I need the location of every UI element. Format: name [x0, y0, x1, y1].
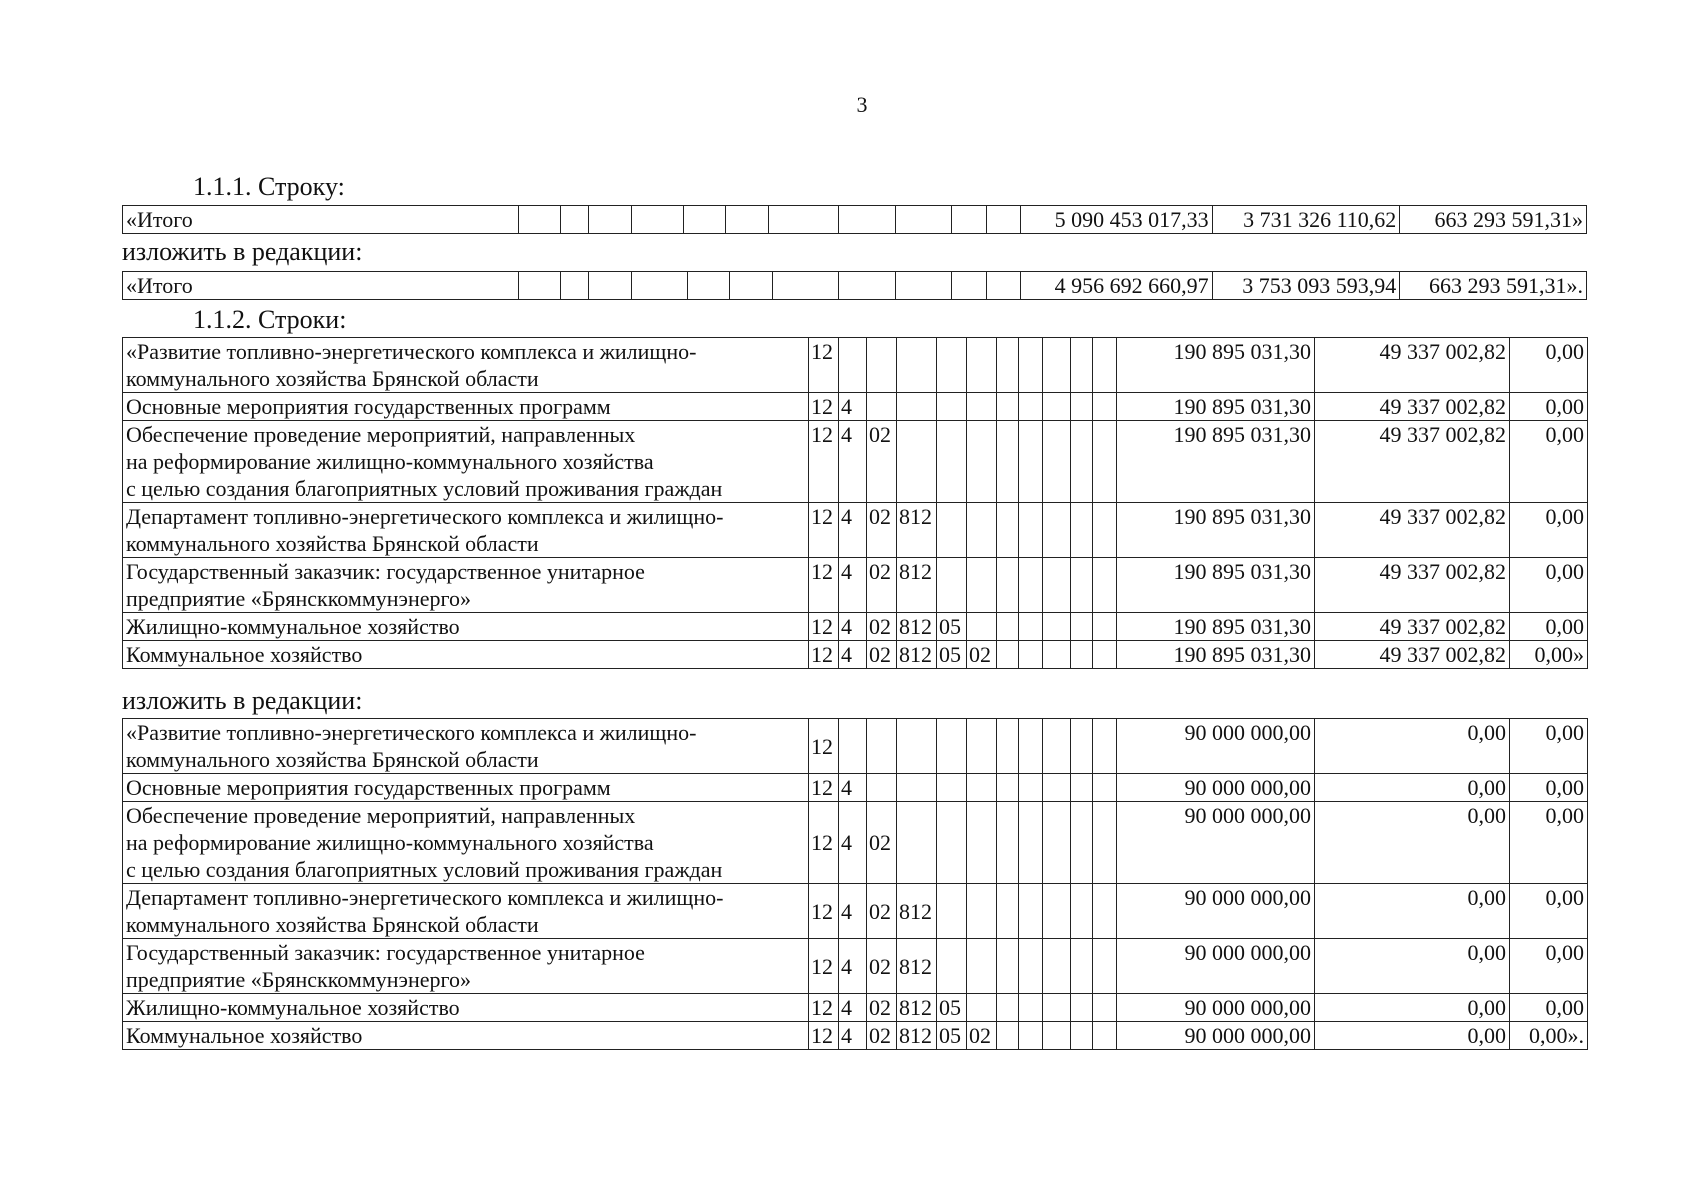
row-label: «Итого: [123, 206, 519, 234]
code-cell: [967, 774, 997, 802]
blank-cell: [1071, 503, 1093, 558]
blank-cell: [1071, 421, 1093, 503]
old-total-row: [123, 206, 1587, 234]
blank-cell: [997, 393, 1019, 421]
row-name: [123, 558, 809, 613]
code-cell: 4: [839, 939, 867, 994]
code-cell: [897, 802, 937, 884]
blank-cell: [1019, 338, 1043, 393]
amount-cell: 0,00: [1510, 939, 1588, 994]
table-row: [123, 393, 1588, 421]
section-heading-1: 1.1.1. Строку:: [193, 172, 345, 201]
row-name-line: с целью создания благоприятных условий проживания граждан: [126, 857, 723, 882]
new-total-table: [122, 271, 1587, 300]
blank-cell: [1019, 774, 1043, 802]
amount-cell: 90 000 000,00: [1117, 1022, 1315, 1050]
blank-cell: [1093, 421, 1117, 503]
code-cell: 02: [967, 641, 997, 669]
amount-cell: 49 337 002,82: [1315, 393, 1510, 421]
blank-cell: [1043, 558, 1071, 613]
amount-cell: 90 000 000,00: [1117, 939, 1315, 994]
blank-cell: [997, 503, 1019, 558]
row-name-line: коммунального хозяйства Брянской области: [126, 912, 539, 937]
row-name: [123, 421, 809, 503]
blank-cell: [1071, 1022, 1093, 1050]
code-cell: [839, 338, 867, 393]
blank-cell: [1019, 802, 1043, 884]
code-cell: [967, 503, 997, 558]
amount-cell: 90 000 000,00: [1117, 719, 1315, 774]
blank-cell: [1043, 503, 1071, 558]
amount-cell: 0,00: [1315, 884, 1510, 939]
code-cell: 02: [867, 641, 897, 669]
blank-cell: [1019, 884, 1043, 939]
row-name-line: предприятие «Брянсккоммунэнерго»: [126, 967, 471, 992]
code-cell: 12: [809, 994, 839, 1022]
row-name: [123, 393, 809, 421]
amount-cell: 90 000 000,00: [1117, 884, 1315, 939]
blank-cell: [1093, 802, 1117, 884]
row-name: [123, 503, 809, 558]
amount-cell: 3 753 093 593,94: [1212, 272, 1400, 300]
amount-cell: 0,00: [1510, 558, 1588, 613]
blank-cell: [997, 558, 1019, 613]
amount-cell: 0,00: [1510, 338, 1588, 393]
table-row: [123, 719, 1588, 774]
change-label-1: изложить в редакции:: [122, 237, 363, 266]
code-cell: [937, 802, 967, 884]
code-cell: [937, 884, 967, 939]
amount-cell: 0,00: [1315, 994, 1510, 1022]
blank-cell: [1043, 802, 1071, 884]
code-cell: [967, 884, 997, 939]
row-name-line: коммунального хозяйства Брянской области: [126, 366, 539, 391]
code-cell: 812: [897, 558, 937, 613]
table-row: [123, 641, 1588, 669]
code-cell: [967, 338, 997, 393]
row-name: [123, 719, 809, 774]
code-cell: 812: [897, 994, 937, 1022]
table-row: [123, 1022, 1588, 1050]
blank-cell: [1043, 719, 1071, 774]
code-cell: 4: [839, 613, 867, 641]
code-cell: 12: [809, 641, 839, 669]
blank-cell: [1071, 338, 1093, 393]
code-cell: 02: [867, 802, 897, 884]
blank-cell: [1093, 393, 1117, 421]
code-cell: 4: [839, 421, 867, 503]
code-cell: 02: [867, 994, 897, 1022]
amount-cell: 0,00».: [1510, 1022, 1588, 1050]
code-cell: 05: [937, 641, 967, 669]
row-name: [123, 884, 809, 939]
new-rows-table: [122, 718, 1588, 1050]
amount-cell: 0,00: [1510, 421, 1588, 503]
table-row: [123, 774, 1588, 802]
code-cell: 12: [809, 802, 839, 884]
amount-cell: 90 000 000,00: [1117, 802, 1315, 884]
blank-cell: [1043, 421, 1071, 503]
blank-cell: [1071, 393, 1093, 421]
blank-cell: [1093, 994, 1117, 1022]
blank-cell: [997, 1022, 1019, 1050]
code-cell: [967, 802, 997, 884]
amount-cell: 190 895 031,30: [1117, 338, 1315, 393]
blank-cell: [997, 641, 1019, 669]
row-name-line: «Развитие топливно-энергетического комплекса и жилищно-: [126, 720, 697, 745]
amount-cell: 0,00: [1510, 884, 1588, 939]
blank-cell: [1071, 641, 1093, 669]
amount-cell: 190 895 031,30: [1117, 421, 1315, 503]
amount-cell: 49 337 002,82: [1315, 558, 1510, 613]
amount-cell: 49 337 002,82: [1315, 613, 1510, 641]
code-cell: 05: [937, 994, 967, 1022]
amount-cell: 5 090 453 017,33: [1020, 206, 1212, 234]
code-cell: [967, 613, 997, 641]
page-number: 3: [856, 92, 868, 117]
blank-cell: [1071, 613, 1093, 641]
blank-cell: [1043, 338, 1071, 393]
amount-cell: 0,00: [1315, 1022, 1510, 1050]
code-cell: 812: [897, 613, 937, 641]
code-cell: 02: [867, 939, 897, 994]
code-cell: 12: [809, 558, 839, 613]
code-cell: 02: [967, 1022, 997, 1050]
blank-cell: [1071, 884, 1093, 939]
blank-cell: [997, 994, 1019, 1022]
blank-cell: [1093, 1022, 1117, 1050]
row-name-line: коммунального хозяйства Брянской области: [126, 531, 539, 556]
amount-cell: 3 731 326 110,62: [1212, 206, 1400, 234]
code-cell: 12: [809, 1022, 839, 1050]
code-cell: [967, 393, 997, 421]
amount-cell: 663 293 591,31».: [1400, 272, 1587, 300]
code-cell: 12: [809, 503, 839, 558]
blank-cell: [1071, 774, 1093, 802]
amount-cell: 190 895 031,30: [1117, 503, 1315, 558]
blank-cell: [997, 939, 1019, 994]
code-cell: [937, 939, 967, 994]
code-cell: 4: [839, 1022, 867, 1050]
row-name: [123, 994, 809, 1022]
blank-cell: [1043, 884, 1071, 939]
old-rows-table: [122, 337, 1588, 669]
row-name-line: предприятие «Брянсккоммунэнерго»: [126, 586, 471, 611]
code-cell: 12: [809, 338, 839, 393]
amount-cell: 190 895 031,30: [1117, 641, 1315, 669]
row-name-line: Коммунальное хозяйство: [126, 1023, 363, 1048]
row-name-line: с целью создания благоприятных условий проживания граждан: [126, 476, 723, 501]
blank-cell: [997, 719, 1019, 774]
row-name: [123, 613, 809, 641]
table-row: [123, 613, 1588, 641]
code-cell: [967, 421, 997, 503]
amount-cell: 190 895 031,30: [1117, 613, 1315, 641]
blank-cell: [1019, 503, 1043, 558]
old-total-table: [122, 205, 1587, 234]
amount-cell: 49 337 002,82: [1315, 503, 1510, 558]
code-cell: [897, 719, 937, 774]
code-cell: [937, 558, 967, 613]
row-name-line: Департамент топливно-энергетического комплекса и жилищно-: [126, 885, 724, 910]
blank-cell: [997, 613, 1019, 641]
code-cell: 4: [839, 884, 867, 939]
code-cell: 12: [809, 421, 839, 503]
blank-cell: [1043, 1022, 1071, 1050]
blank-cell: [1071, 994, 1093, 1022]
code-cell: 02: [867, 613, 897, 641]
blank-cell: [1093, 884, 1117, 939]
blank-cell: [1093, 641, 1117, 669]
code-cell: 4: [839, 558, 867, 613]
row-name-line: Основные мероприятия государственных программ: [126, 775, 611, 800]
code-cell: 02: [867, 503, 897, 558]
amount-cell: 0,00: [1510, 994, 1588, 1022]
blank-cell: [1043, 393, 1071, 421]
code-cell: [867, 393, 897, 421]
code-cell: 02: [867, 558, 897, 613]
row-name-line: Государственный заказчик: государственное унитарное: [126, 940, 645, 965]
code-cell: 12: [809, 613, 839, 641]
blank-cell: [1071, 558, 1093, 613]
code-cell: 812: [897, 641, 937, 669]
amount-cell: 0,00: [1510, 503, 1588, 558]
amount-cell: 49 337 002,82: [1315, 641, 1510, 669]
amount-cell: 0,00»: [1510, 641, 1588, 669]
code-cell: [967, 719, 997, 774]
blank-cell: [997, 774, 1019, 802]
code-cell: 4: [839, 641, 867, 669]
code-cell: 02: [867, 1022, 897, 1050]
blank-cell: [997, 421, 1019, 503]
amount-cell: 0,00: [1315, 774, 1510, 802]
code-cell: 4: [839, 774, 867, 802]
table-row: [123, 421, 1588, 503]
code-cell: [937, 719, 967, 774]
amount-cell: 0,00: [1510, 613, 1588, 641]
row-name-line: Обеспечение проведение мероприятий, направленных: [126, 422, 636, 447]
row-name-line: Жилищно-коммунальное хозяйство: [126, 614, 460, 639]
table-row: [123, 338, 1588, 393]
code-cell: 4: [839, 802, 867, 884]
amount-cell: 0,00: [1510, 774, 1588, 802]
blank-cell: [1043, 939, 1071, 994]
blank-cell: [1093, 719, 1117, 774]
code-cell: [937, 503, 967, 558]
table-row: [123, 558, 1588, 613]
blank-cell: [1071, 802, 1093, 884]
code-cell: 05: [937, 613, 967, 641]
blank-cell: [1019, 558, 1043, 613]
amount-cell: 190 895 031,30: [1117, 393, 1315, 421]
code-cell: 12: [809, 393, 839, 421]
blank-cell: [997, 802, 1019, 884]
table-row: [123, 994, 1588, 1022]
code-cell: 02: [867, 421, 897, 503]
row-name-line: «Развитие топливно-энергетического комплекса и жилищно-: [126, 339, 697, 364]
code-cell: [937, 774, 967, 802]
code-cell: 12: [809, 719, 839, 774]
blank-cell: [1071, 719, 1093, 774]
blank-cell: [1019, 421, 1043, 503]
blank-cell: [1043, 994, 1071, 1022]
new-total-row: [123, 272, 1587, 300]
blank-cell: [1071, 939, 1093, 994]
amount-cell: 90 000 000,00: [1117, 994, 1315, 1022]
blank-cell: [1093, 558, 1117, 613]
row-label: «Итого: [123, 272, 519, 300]
row-name-line: коммунального хозяйства Брянской области: [126, 747, 539, 772]
code-cell: 4: [839, 503, 867, 558]
row-name-line: на реформирование жилищно-коммунального хозяйства: [126, 830, 654, 855]
blank-cell: [1043, 641, 1071, 669]
code-cell: [937, 421, 967, 503]
row-name: [123, 641, 809, 669]
table-row: [123, 503, 1588, 558]
code-cell: 12: [809, 884, 839, 939]
blank-cell: [1043, 613, 1071, 641]
code-cell: [839, 719, 867, 774]
code-cell: 12: [809, 939, 839, 994]
blank-cell: [1019, 994, 1043, 1022]
row-name: [123, 338, 809, 393]
blank-cell: [1043, 774, 1071, 802]
row-name: [123, 774, 809, 802]
amount-cell: 0,00: [1315, 719, 1510, 774]
blank-cell: [1019, 641, 1043, 669]
blank-cell: [1093, 939, 1117, 994]
table-row: [123, 884, 1588, 939]
amount-cell: 0,00: [1315, 802, 1510, 884]
row-name: [123, 802, 809, 884]
row-name-line: Основные мероприятия государственных программ: [126, 394, 611, 419]
row-name-line: на реформирование жилищно-коммунального хозяйства: [126, 449, 654, 474]
section-heading-2: 1.1.2. Строки:: [193, 305, 347, 334]
code-cell: [967, 939, 997, 994]
table-row: [123, 939, 1588, 994]
code-cell: 4: [839, 994, 867, 1022]
code-cell: 05: [937, 1022, 967, 1050]
code-cell: 812: [897, 503, 937, 558]
amount-cell: 49 337 002,82: [1315, 421, 1510, 503]
blank-cell: [1019, 393, 1043, 421]
blank-cell: [1093, 503, 1117, 558]
table-row: [123, 802, 1588, 884]
row-name: [123, 939, 809, 994]
code-cell: [967, 558, 997, 613]
code-cell: [897, 393, 937, 421]
amount-cell: 663 293 591,31»: [1400, 206, 1587, 234]
row-name-line: Жилищно-коммунальное хозяйство: [126, 995, 460, 1020]
code-cell: 812: [897, 884, 937, 939]
row-name: [123, 1022, 809, 1050]
code-cell: [867, 774, 897, 802]
blank-cell: [1019, 719, 1043, 774]
amount-cell: 190 895 031,30: [1117, 558, 1315, 613]
code-cell: 12: [809, 774, 839, 802]
code-cell: [897, 421, 937, 503]
code-cell: 812: [897, 1022, 937, 1050]
amount-cell: 90 000 000,00: [1117, 774, 1315, 802]
blank-cell: [1093, 774, 1117, 802]
amount-cell: 0,00: [1510, 393, 1588, 421]
row-name-line: Государственный заказчик: государственное унитарное: [126, 559, 645, 584]
amount-cell: 0,00: [1510, 719, 1588, 774]
blank-cell: [1093, 338, 1117, 393]
code-cell: [867, 719, 897, 774]
blank-cell: [1093, 613, 1117, 641]
code-cell: [897, 338, 937, 393]
amount-cell: 4 956 692 660,97: [1020, 272, 1212, 300]
blank-cell: [1019, 1022, 1043, 1050]
amount-cell: 0,00: [1510, 802, 1588, 884]
code-cell: 4: [839, 393, 867, 421]
code-cell: [937, 338, 967, 393]
code-cell: [897, 774, 937, 802]
row-name-line: Обеспечение проведение мероприятий, направленных: [126, 803, 636, 828]
row-name-line: Коммунальное хозяйство: [126, 642, 363, 667]
change-label-2: изложить в редакции:: [122, 686, 363, 715]
row-name-line: Департамент топливно-энергетического комплекса и жилищно-: [126, 504, 724, 529]
amount-cell: 49 337 002,82: [1315, 338, 1510, 393]
amount-cell: 0,00: [1315, 939, 1510, 994]
blank-cell: [1019, 613, 1043, 641]
blank-cell: [997, 884, 1019, 939]
blank-cell: [1019, 939, 1043, 994]
blank-cell: [997, 338, 1019, 393]
code-cell: [937, 393, 967, 421]
code-cell: [867, 338, 897, 393]
code-cell: 812: [897, 939, 937, 994]
code-cell: [967, 994, 997, 1022]
code-cell: 02: [867, 884, 897, 939]
